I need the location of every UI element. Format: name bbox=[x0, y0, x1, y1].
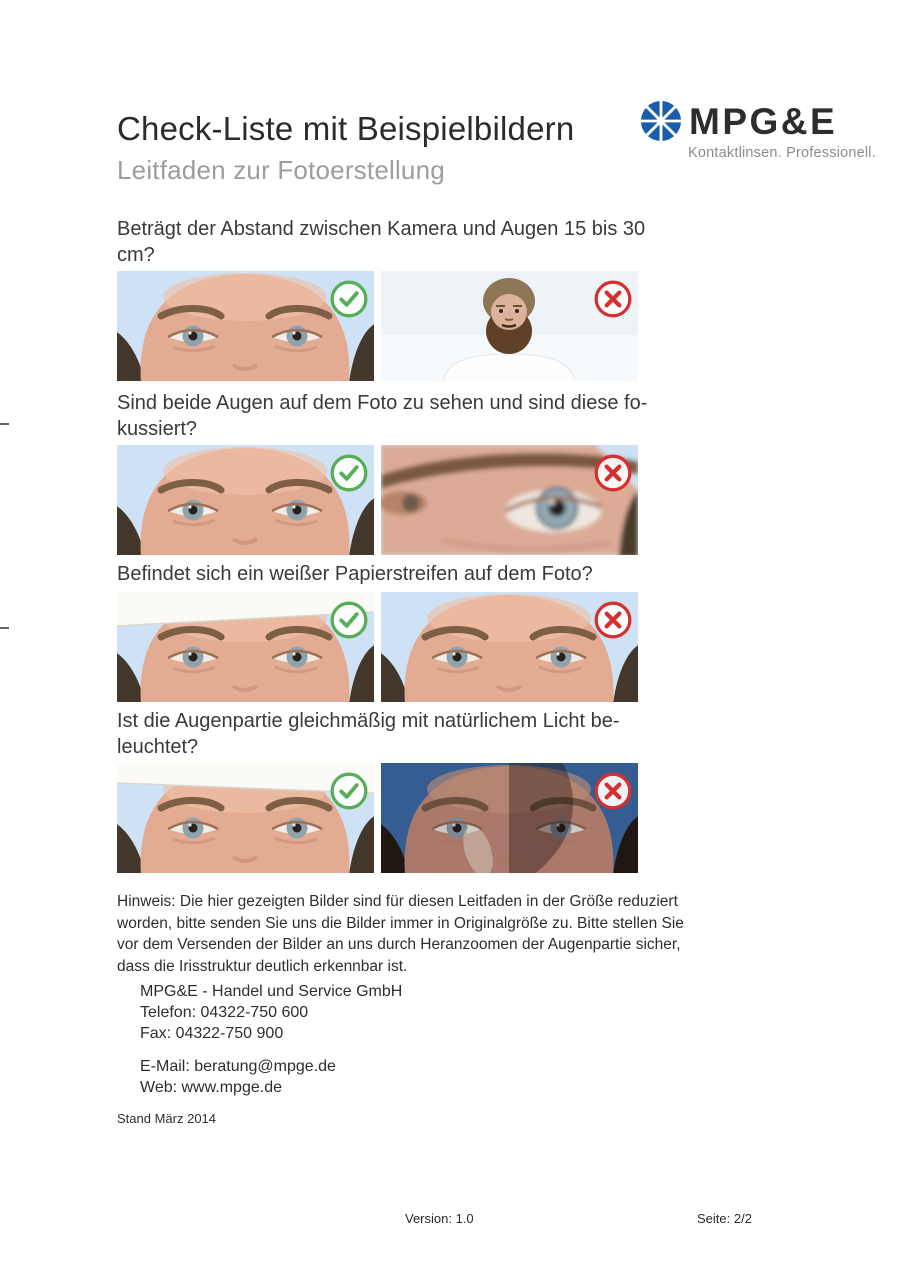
contact-email: E-Mail: beratung@mpge.de bbox=[140, 1058, 336, 1075]
check-icon bbox=[329, 453, 369, 493]
cross-icon bbox=[593, 453, 633, 493]
note-line-2: worden, bitte senden Sie uns die Bilder immer in Originalgröße zu. Bitte stellen Sie bbox=[117, 914, 684, 932]
check-icon bbox=[329, 771, 369, 811]
logo-brand-name: MPG&E bbox=[689, 100, 838, 142]
cross-icon bbox=[593, 771, 633, 811]
example-row-3 bbox=[117, 592, 638, 702]
footer-page-number: Seite: 2/2 bbox=[697, 1211, 752, 1226]
bad-example-photo-3 bbox=[381, 592, 638, 702]
note-line-4: dass die Irisstruktur deutlich erkennbar ist. bbox=[117, 957, 408, 975]
good-example-photo-3 bbox=[117, 592, 374, 702]
contact-web: Web: www.mpge.de bbox=[140, 1079, 282, 1096]
bad-example-photo-2 bbox=[381, 445, 638, 555]
check-icon bbox=[329, 279, 369, 319]
question-1-line-1: Beträgt der Abstand zwischen Kamera und Augen 15 bis 30 bbox=[117, 218, 646, 240]
note-line-3: vor dem Versenden der Bilder an uns durch Heranzoomen der Augenpartie sicher, bbox=[117, 936, 681, 953]
good-example-photo-4 bbox=[117, 763, 374, 873]
fold-mark-top bbox=[0, 423, 9, 425]
contact-company: MPG&E - Handel und Service GmbH bbox=[140, 983, 403, 1000]
note-paragraph bbox=[117, 891, 684, 977]
question-4-line-2: leuchtet? bbox=[117, 736, 199, 758]
example-row-2 bbox=[117, 445, 638, 555]
contact-phone: Telefon: 04322-750 600 bbox=[140, 1004, 309, 1021]
example-row-4 bbox=[117, 763, 638, 873]
good-example-photo-1 bbox=[117, 271, 374, 381]
fold-mark-bottom bbox=[0, 627, 9, 629]
contact-block bbox=[140, 981, 638, 1098]
question-1-line-2: cm? bbox=[117, 244, 155, 266]
question-4-line-1: Ist die Augenpartie gleichmäßig mit natürlichem Licht be- bbox=[117, 710, 620, 732]
question-2 bbox=[117, 390, 648, 442]
question-4 bbox=[117, 708, 638, 760]
logo-tagline: Kontaktlinsen. Professionell. bbox=[688, 145, 876, 161]
page-subtitle: Leitfaden zur Fotoerstellung bbox=[117, 155, 445, 185]
cross-icon bbox=[593, 279, 633, 319]
example-row-1 bbox=[117, 271, 638, 381]
company-logo bbox=[640, 100, 876, 161]
document-date: Stand März 2014 bbox=[117, 1111, 217, 1126]
note-line-1: Hinweis: Die hier gezeigten Bilder sind für diesen Leitfaden in der Größe reduziert bbox=[117, 893, 678, 910]
question-2-line-1: Sind beide Augen auf dem Foto zu sehen und sind diese fo- bbox=[117, 392, 648, 414]
footer-version: Version: 1.0 bbox=[405, 1211, 474, 1226]
question-2-line-2: kussiert? bbox=[117, 418, 198, 440]
bad-example-photo-4 bbox=[381, 763, 638, 873]
question-3 bbox=[117, 561, 638, 587]
page-title: Check-Liste mit Beispielbildern bbox=[117, 110, 575, 147]
check-icon bbox=[329, 600, 369, 640]
contact-fax: Fax: 04322-750 900 bbox=[140, 1025, 284, 1042]
good-example-photo-2 bbox=[117, 445, 374, 555]
question-1 bbox=[117, 216, 646, 268]
pinwheel-logo-icon bbox=[640, 100, 682, 142]
cross-icon bbox=[593, 600, 633, 640]
bad-example-photo-1 bbox=[381, 271, 638, 381]
question-3-line-1: Befindet sich ein weißer Papierstreifen auf dem Foto? bbox=[117, 563, 593, 585]
